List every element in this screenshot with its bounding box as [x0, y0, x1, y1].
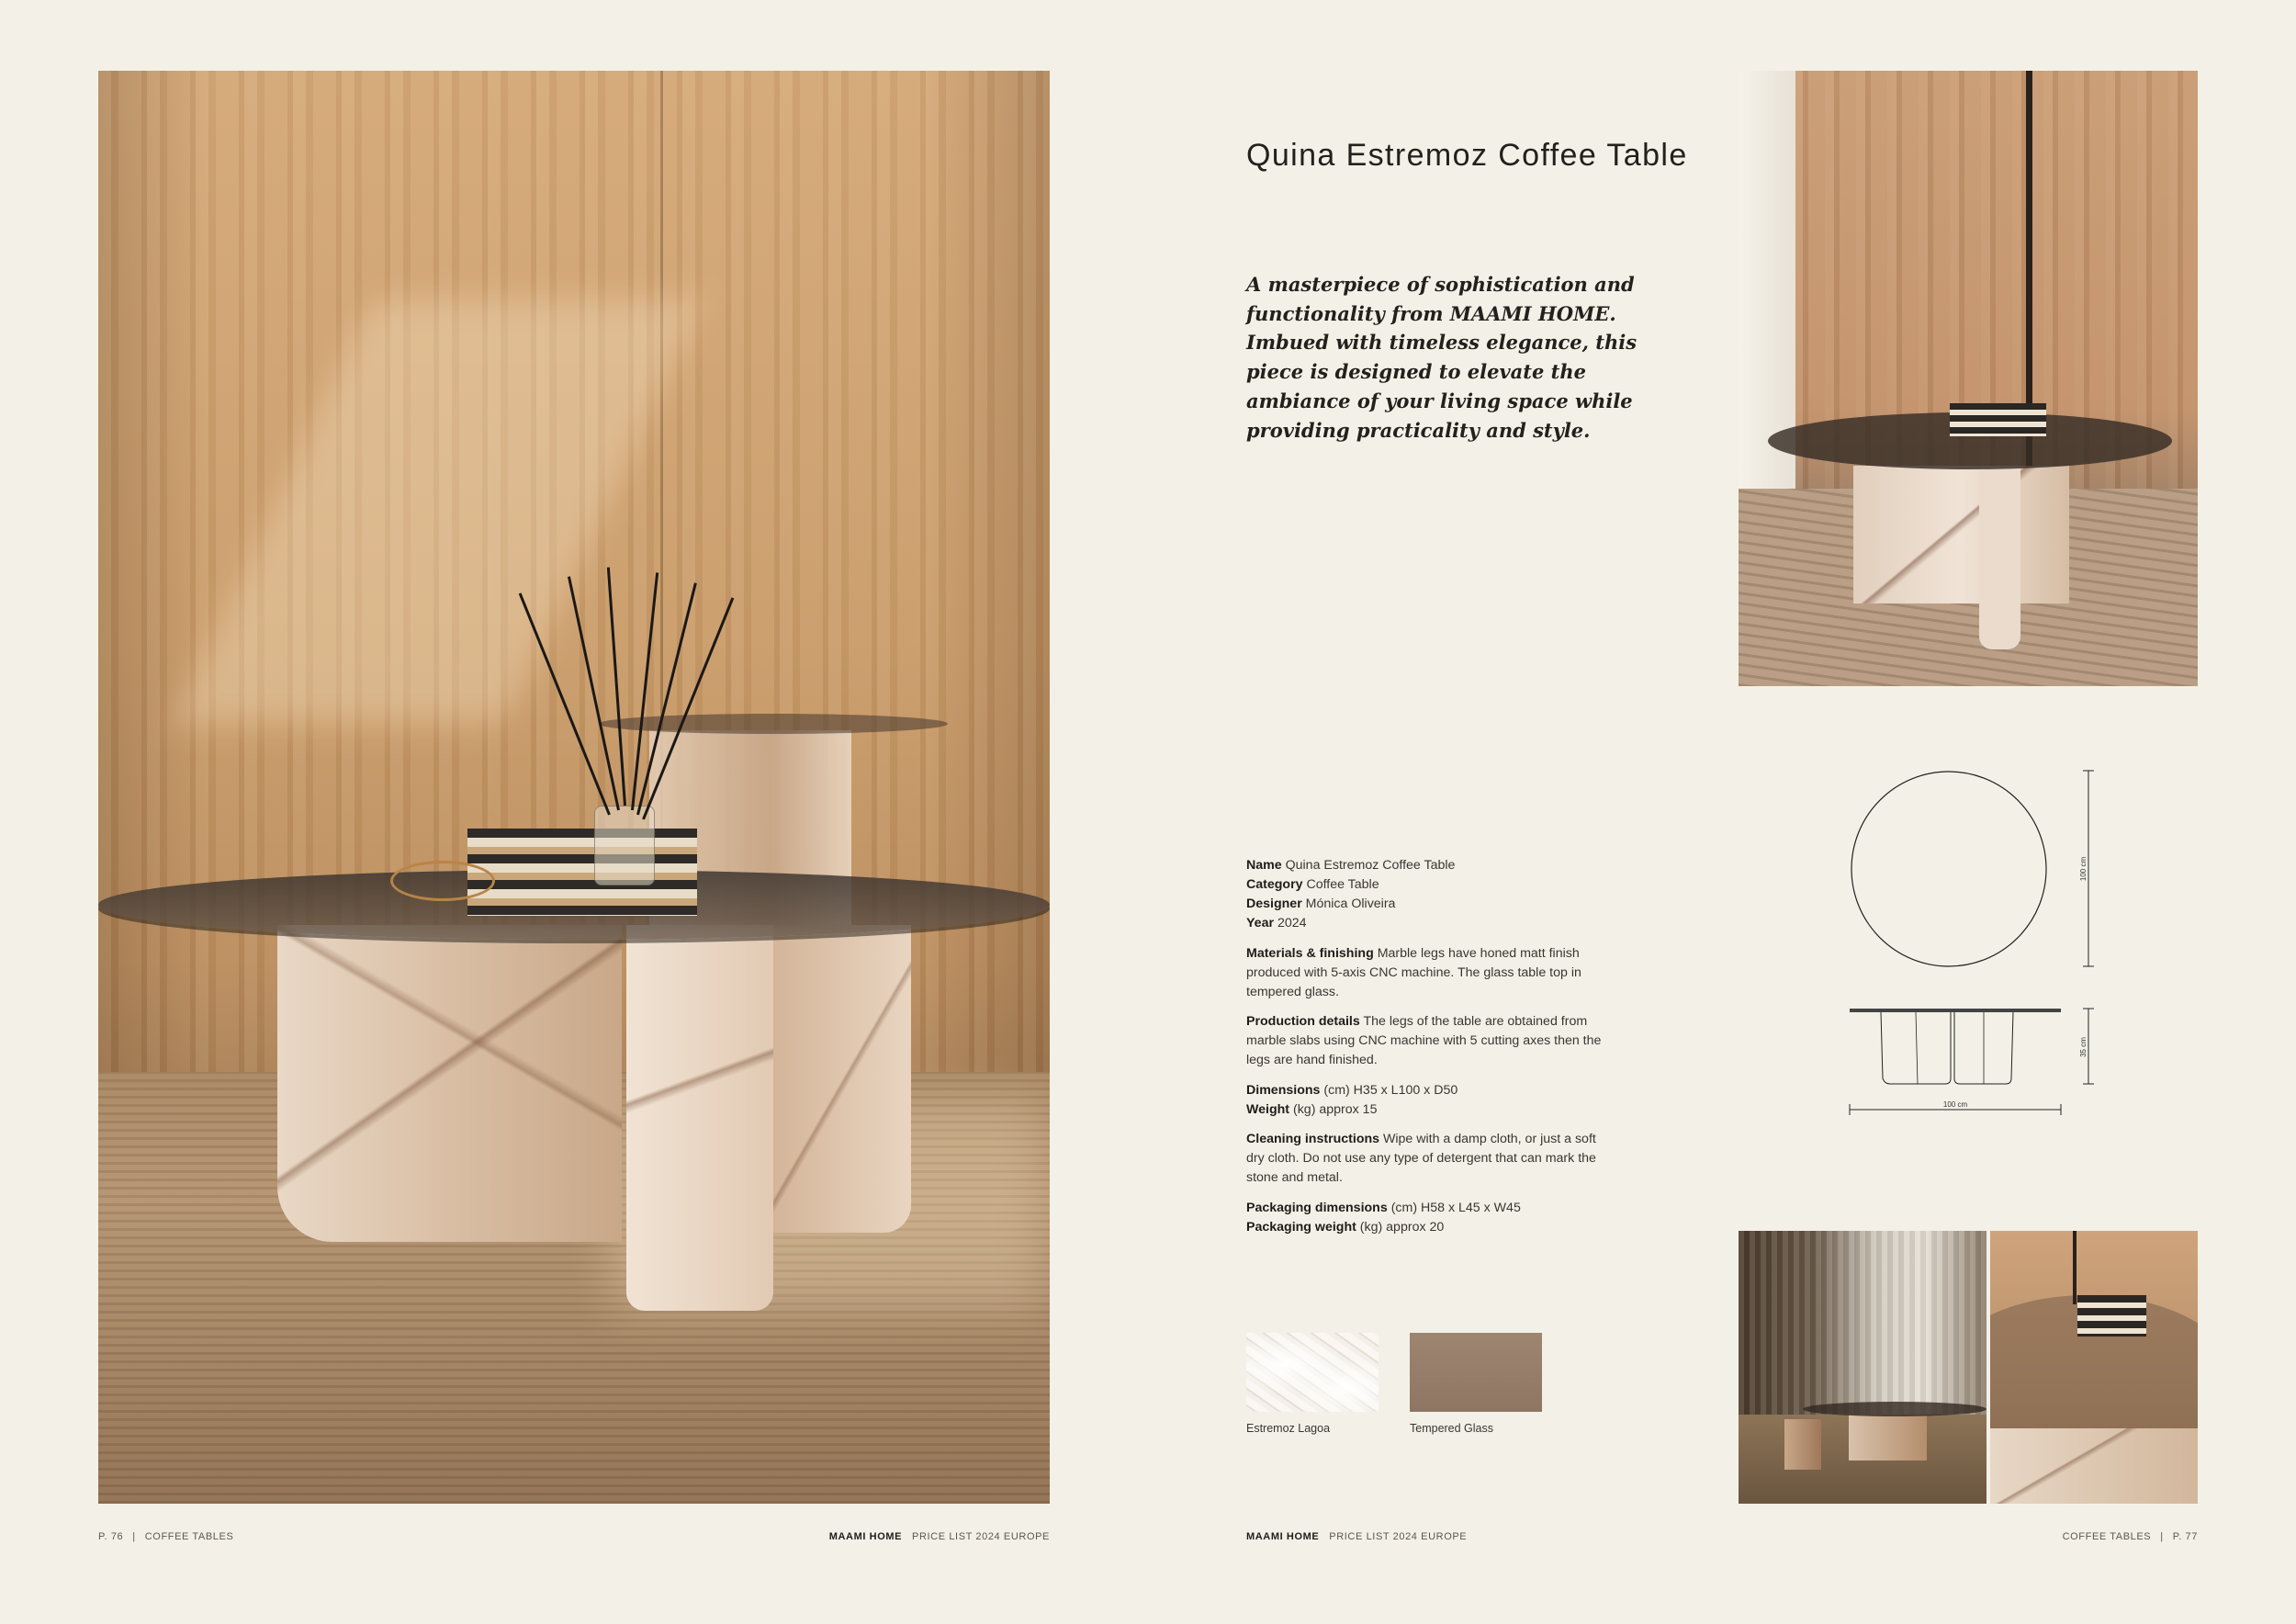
- product-title: Quina Estremoz Coffee Table: [1246, 138, 1688, 173]
- spec-production-value: The legs of the table are obtained from marble slabs using CNC machine with 5 cutting axes then the legs are hand finished.: [1246, 1014, 1602, 1067]
- left-footer-brand: [829, 1531, 1050, 1542]
- spec-designer-label: Designer: [1246, 897, 1302, 911]
- spec-designer-value: Mónica Oliveira: [1305, 897, 1396, 911]
- top-view-circle: [1851, 772, 2046, 966]
- height-label: 35 cm: [2079, 1037, 2088, 1057]
- spec-packaging-dim-label: Packaging dimensions: [1246, 1200, 1388, 1215]
- spec-cleaning-label: Cleaning instructions: [1246, 1132, 1380, 1146]
- spec-weight-value: (kg) approx 15: [1292, 1101, 1378, 1117]
- spec-name-value: Quina Estremoz Coffee Table: [1285, 858, 1456, 873]
- spec-year-label: Year: [1246, 916, 1274, 930]
- right-section-label: COFFEE TABLES: [2062, 1531, 2152, 1542]
- right-brand: MAAMI HOME: [1246, 1531, 1320, 1542]
- spec-production-label: Production details: [1246, 1014, 1360, 1029]
- technical-drawing: [1837, 762, 2112, 1130]
- spec-materials-label: Materials & finishing: [1246, 945, 1374, 961]
- spec-packaging-weight-value: (kg) approx 20: [1359, 1219, 1445, 1235]
- swatch-tempered-glass: [1410, 1333, 1542, 1412]
- spec-year-value: 2024: [1277, 916, 1307, 930]
- detail-photo-top: [1739, 71, 2198, 686]
- left-footer-section: P. 76 | COFFEE TABLES: [98, 1531, 234, 1542]
- spec-packaging-dim-value: (cm) H58 x L45 x W45: [1390, 1200, 1521, 1215]
- right-footer-brand: [1246, 1531, 1467, 1542]
- spec-dimensions-label: Dimensions: [1246, 1082, 1321, 1098]
- left-section-label: COFFEE TABLES: [144, 1531, 234, 1542]
- front-view-top: [1850, 1009, 2061, 1012]
- right-page-number: P. 77: [2172, 1531, 2198, 1542]
- depth-label: 100 cm: [2079, 856, 2088, 882]
- spec-cleaning-value: Wipe with a damp cloth, or just a soft dry cloth. Do not use any type of detergent that can mark the stone and metal.: [1246, 1132, 1596, 1185]
- left-brand: MAAMI HOME: [828, 1531, 903, 1542]
- width-label: 100 cm: [1942, 1100, 1968, 1109]
- detail-photo-closeup: [1990, 1231, 2198, 1504]
- spec-materials-value: Marble legs have honed matt finish produced with 5-axis CNC machine. The glass table top in tempered glass.: [1246, 945, 1581, 999]
- right-footer-section: COFFEE TABLES | P. 77: [2062, 1531, 2198, 1542]
- spec-dimensions-value: (cm) H35 x L100 x D50: [1323, 1082, 1458, 1098]
- swatch-label-glass: Tempered Glass: [1410, 1422, 1494, 1435]
- main-product-photo: [98, 71, 1050, 1504]
- detail-photo-room: [1739, 1231, 1986, 1504]
- spec-category-label: Category: [1246, 877, 1303, 892]
- spec-category-value: Coffee Table: [1306, 877, 1379, 892]
- spec-packaging-weight-label: Packaging weight: [1246, 1219, 1356, 1235]
- swatch-label-marble: Estremoz Lagoa: [1246, 1422, 1331, 1435]
- spec-weight-label: Weight: [1246, 1101, 1290, 1117]
- left-price-list: PRICE LIST 2024 EUROPE: [912, 1531, 1050, 1542]
- product-specs: [1246, 856, 1614, 1247]
- spec-name-label: Name: [1246, 858, 1282, 873]
- right-price-list: PRICE LIST 2024 EUROPE: [1329, 1531, 1468, 1542]
- swatch-estremoz-lagoa: [1246, 1333, 1379, 1412]
- left-page-number: P. 76: [98, 1531, 124, 1542]
- product-intro: A masterpiece of sophistication and functionality from MAAMI HOME. Imbued with timeless elegance, this piece is designed to elevate the ambiance of your living space while providing practicality and style.: [1246, 273, 1638, 442]
